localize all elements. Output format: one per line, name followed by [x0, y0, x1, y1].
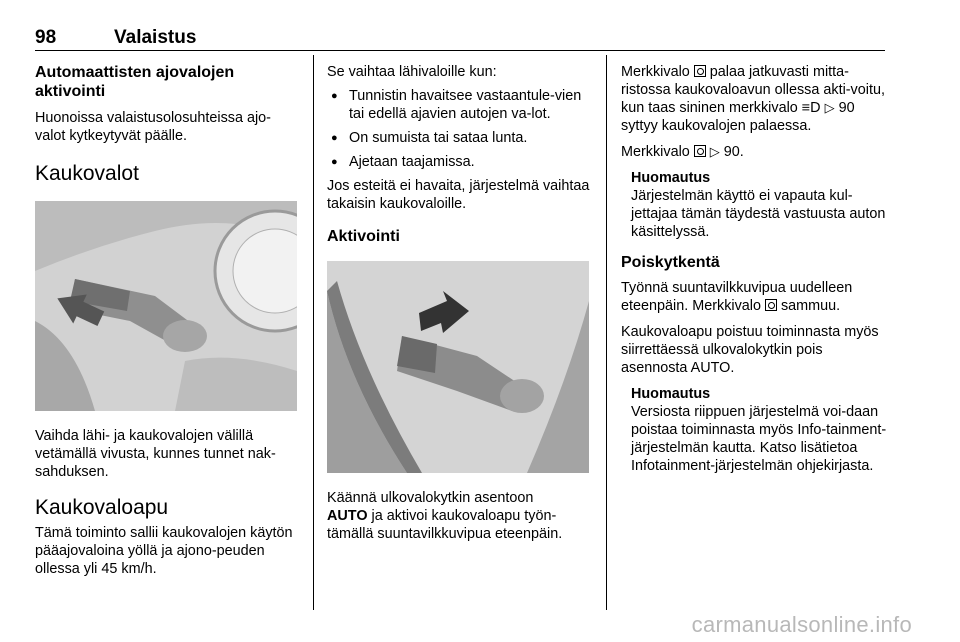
list-item: ● Tunnistin havaitsee vastaantule-vien tai edellä ajavien autojen va-lot. [327, 87, 593, 123]
auto-label: AUTO [327, 508, 368, 524]
paragraph-turn-switch: Käännä ulkovalokytkin asentoon AUTO ja aktivoi kaukovaloapu työn-tämällä suuntavilkkuvipua eteenpäin. [327, 490, 563, 542]
paragraph-switch-beams: Vaihda lähi- ja kaukovalojen välillä vetämällä vivusta, kunnes tunnet nak-sahduksen. [35, 428, 276, 480]
note-box-1 [621, 169, 889, 241]
list-item: ● Ajetaan taajamissa. [327, 153, 593, 171]
paragraph-assist-off: Kaukovaloapu poistuu toiminnasta myös siirrettäessä ulkovalokytkin pois asennosta AUTO. [621, 324, 879, 376]
column-divider-1 [313, 55, 314, 610]
column-2 [327, 63, 593, 543]
heading-auto-lights: Automaattisten ajovalojen aktivointi [35, 64, 235, 100]
list-item: ● On sumuista tai sataa lunta. [327, 129, 593, 147]
note-box-2 [621, 385, 889, 475]
paragraph-auto-lights: Huonoissa valaistusolosuhteissa ajo-valot kytkeytyvät päälle. [35, 110, 271, 144]
high-beam-assist-icon [694, 65, 706, 77]
heading-high-beam-assist: Kaukovaloapu [35, 496, 169, 519]
figure-high-beam-lever [35, 201, 297, 411]
paragraph-indicator-on: Merkkivalo palaa jatkuvasti mitta-ristossa kaukovaloavun ollessa akti-voitu, kun taas sininen merkkivalo ≡D ▷ 90 syttyy kaukovalojen palaessa. [621, 64, 885, 134]
high-beam-assist-icon [694, 145, 706, 157]
header-rule [35, 50, 885, 51]
paragraph-indicator-ref: Merkkivalo ▷ 90. [621, 144, 744, 160]
heading-deactivation: Poiskytkentä [621, 254, 720, 271]
heading-high-beam: Kaukovalot [35, 162, 139, 185]
note-title: Huomautus [631, 386, 711, 402]
column-divider-2 [606, 55, 607, 610]
figure-activation-lever [327, 261, 589, 473]
running-title: Valaistus [114, 27, 197, 48]
bullet-list [327, 87, 593, 171]
page-reference-icon: ▷ [709, 144, 720, 159]
paragraph-no-obstacles: Jos esteitä ei havaita, järjestelmä vaihtaa takaisin kaukovaloille. [327, 178, 590, 212]
note-text: Järjestelmän käyttö ei vapauta kul-jettajaa tämän täydestä vastuusta auton käsittelyssä. [631, 188, 886, 240]
paragraph-low-beam-when: Se vaihtaa lähivaloille kun: [327, 64, 497, 80]
page-number: 98 [35, 27, 57, 48]
high-beam-assist-icon [765, 299, 777, 311]
watermark: carmanualsonline.info [691, 612, 912, 637]
note-title: Huomautus [631, 170, 711, 186]
note-text: Versiosta riippuen järjestelmä voi-daan poistaa toiminnasta myös Info-tainment-järjestelmän kautta. Katso lisätietoa Infotainment-järjestelmän ohjekirjasta. [631, 404, 887, 474]
column-3 [621, 63, 889, 475]
paragraph-assist-info: Tämä toiminto sallii kaukovalojen käytön pääajovaloina yöllä ja ajono-peuden ollessa yli 45 km/h. [35, 525, 293, 577]
paragraph-push-lever: Työnnä suuntavilkkuvipua uudelleen eteenpäin. Merkkivalo sammuu. [621, 280, 853, 314]
high-beam-icon: ≡D [801, 100, 821, 116]
page-reference-icon: ▷ [824, 100, 835, 115]
heading-activation: Aktivointi [327, 228, 400, 245]
column-1 [35, 63, 301, 578]
